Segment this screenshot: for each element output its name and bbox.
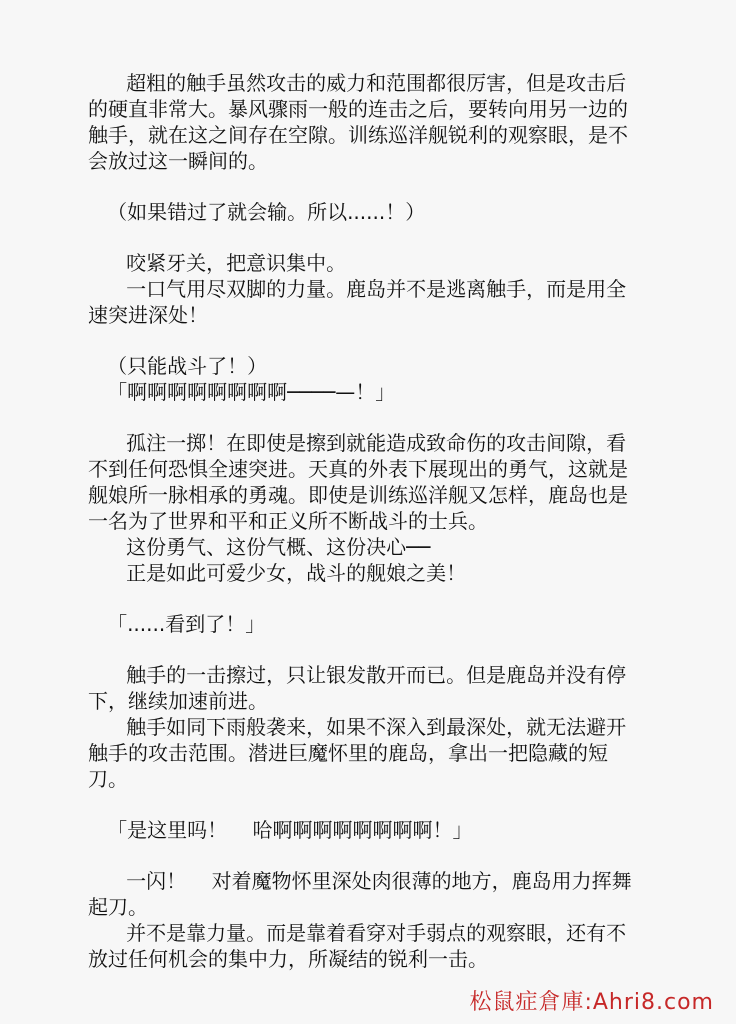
paragraph-gap	[88, 792, 646, 817]
dialogue-line-3: 「是这里吗！ 哈啊啊啊啊啊啊啊啊！」	[88, 818, 473, 842]
paragraph-6: 正是如此可爱少女，战斗的舰娘之美！	[88, 561, 467, 585]
paragraph-gap	[88, 843, 646, 868]
paragraph-8: 触手如同下雨般袭来，如果不深入到最深处，就无法避开触手的攻击范围。潜进巨魔怀里的鹿岛，拿出一把隐藏的短刀。	[88, 715, 627, 791]
paragraph-10: 并不是靠力量。而是靠着看穿对手弱点的观察眼，还有不放过任何机会的集中力，所凝结的锐利一击。	[88, 921, 627, 971]
paragraph-gap	[88, 586, 646, 611]
paragraph-1: 超粗的触手虽然攻击的威力和范围都很厉害，但是攻击后的硬直非常大。暴风骤雨一般的连击之后，要转向用另一边的触手，就在这之间存在空隙。训练巡洋舰锐利的观察眼，是不会放过这一瞬间的。	[88, 71, 628, 173]
dialogue-line-2: 「......看到了！」	[88, 612, 266, 636]
paragraph-9: 一闪！ 对着魔物怀里深处肉很薄的地方，鹿岛用力挥舞起刀。	[88, 869, 632, 919]
paragraph-5: 这份勇气、这份气概、这份决心──	[88, 535, 431, 559]
paragraph-3: 一口气用尽双脚的力量。鹿岛并不是逃离触手，而是用全速突进深处！	[88, 277, 627, 327]
paragraph-7: 触手的一击擦过，只让银发散开而已。但是鹿岛并没有停下，继续加速前进。	[88, 663, 627, 713]
paragraph-4: 孤注一掷！在即使是擦到就能造成致命伤的攻击间隙，看不到任何恐惧全速突进。天真的外表下展现出的勇气，这就是舰娘所一脉相承的勇魂。即使是训练巡洋舰又怎样，鹿岛也是一名为了世界和平和正义所不断战斗的士兵。	[88, 431, 628, 533]
paragraph-gap	[88, 637, 646, 662]
thought-line-2: （只能战斗了！）	[88, 354, 268, 378]
paragraph-gap	[88, 405, 646, 430]
paragraph-gap	[88, 174, 646, 199]
paragraph-2: 咬紧牙关，把意识集中。	[88, 251, 347, 275]
thought-line-1: （如果错过了就会输。所以......！）	[88, 200, 426, 224]
paragraph-gap	[88, 225, 646, 250]
watermark-text: 松鼠症倉庫:Ahri8.com	[469, 990, 714, 1015]
dialogue-line-1: 「啊啊啊啊啊啊啊啊────—！」	[88, 380, 396, 404]
document-body	[88, 70, 646, 972]
paragraph-gap	[88, 328, 646, 353]
